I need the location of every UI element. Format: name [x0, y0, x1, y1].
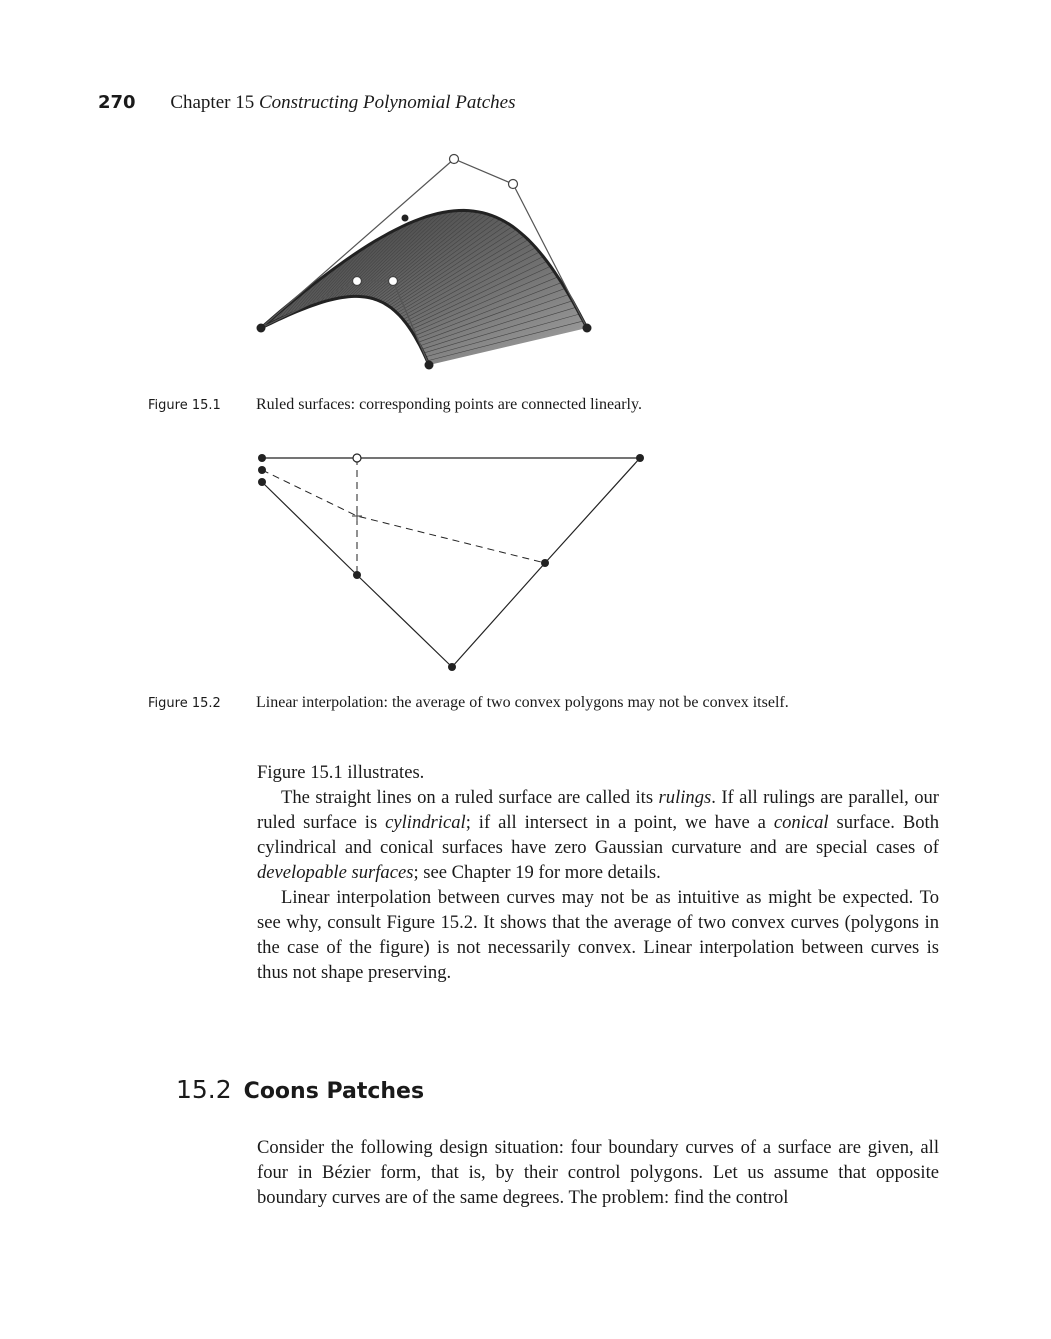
- chapter-label: Chapter 15: [170, 92, 255, 113]
- section-number: 15.2: [176, 1075, 232, 1104]
- caption-text: Ruled surfaces: corresponding points are connected linearly.: [256, 396, 642, 413]
- paragraph: Linear interpolation between curves may not be as intuitive as might be expected. To see why, consult Figure 15.2. It shows that the average of two convex curves (polygons in the case of the figure) is not necessarily convex. Linear interpolation between curves is thus not shape preserving.: [257, 887, 939, 983]
- term-conical: conical: [773, 812, 829, 833]
- term-rulings: rulings: [658, 787, 712, 808]
- control-point: [353, 277, 362, 286]
- average-polygon: [262, 470, 545, 563]
- convex-polygon-a: [262, 458, 640, 667]
- figure-label: Figure 15.2: [148, 696, 221, 711]
- control-point: [389, 277, 398, 286]
- paragraph: Consider the following design situation: four boundary curves of a surface are given, all four in Bézier form, that is, by their control polygons. Let us assume that opposite boundary curves are of the same degrees. The problem: find the control: [257, 1137, 939, 1208]
- corner-point: [402, 215, 409, 222]
- caption-text: Linear interpolation: the average of two convex polygons may not be convex itself.: [256, 694, 789, 711]
- corner-point: [583, 324, 592, 333]
- vertex: [448, 663, 456, 671]
- figure-15-1-caption: [148, 396, 642, 414]
- vertex: [353, 571, 361, 579]
- section-title: Coons Patches: [243, 1079, 425, 1104]
- vertex: [541, 559, 549, 567]
- control-point: [509, 180, 518, 189]
- page-number: 270: [98, 92, 136, 113]
- section-body: [257, 1135, 939, 1210]
- term-cylindrical: cylindrical: [385, 812, 466, 833]
- term-developable-surfaces: developable surfaces: [257, 862, 414, 883]
- figure-15-1-ruled-surface: [240, 148, 620, 378]
- paragraph: Figure 15.1 illustrates.: [257, 762, 425, 783]
- vertex: [258, 454, 266, 462]
- corner-point: [257, 324, 266, 333]
- chapter-title: Constructing Polynomial Patches: [258, 92, 516, 113]
- vertex: [636, 454, 644, 462]
- body-text: [257, 760, 939, 985]
- corner-point: [425, 361, 434, 370]
- vertex: [353, 454, 361, 462]
- paragraph: The straight lines on a ruled surface are called its rulings. If all rulings are parallel, our ruled surface is cylindrical; if all intersect in a point, we have a conical surface. Both cylindrical and conical surfaces have zero Gaussian curvature and are special cases of developable surfaces; see Chapter 19 for more details.: [257, 787, 939, 883]
- control-point: [450, 155, 459, 164]
- running-head: [98, 92, 515, 114]
- figure-15-2-caption: [148, 694, 789, 712]
- vertex: [258, 478, 266, 486]
- figure-15-2-polygons: [245, 445, 655, 680]
- figure-label: Figure 15.1: [148, 398, 221, 413]
- section-heading: [176, 1075, 424, 1104]
- average-vertex-marker: [352, 511, 362, 521]
- vertex: [258, 466, 266, 474]
